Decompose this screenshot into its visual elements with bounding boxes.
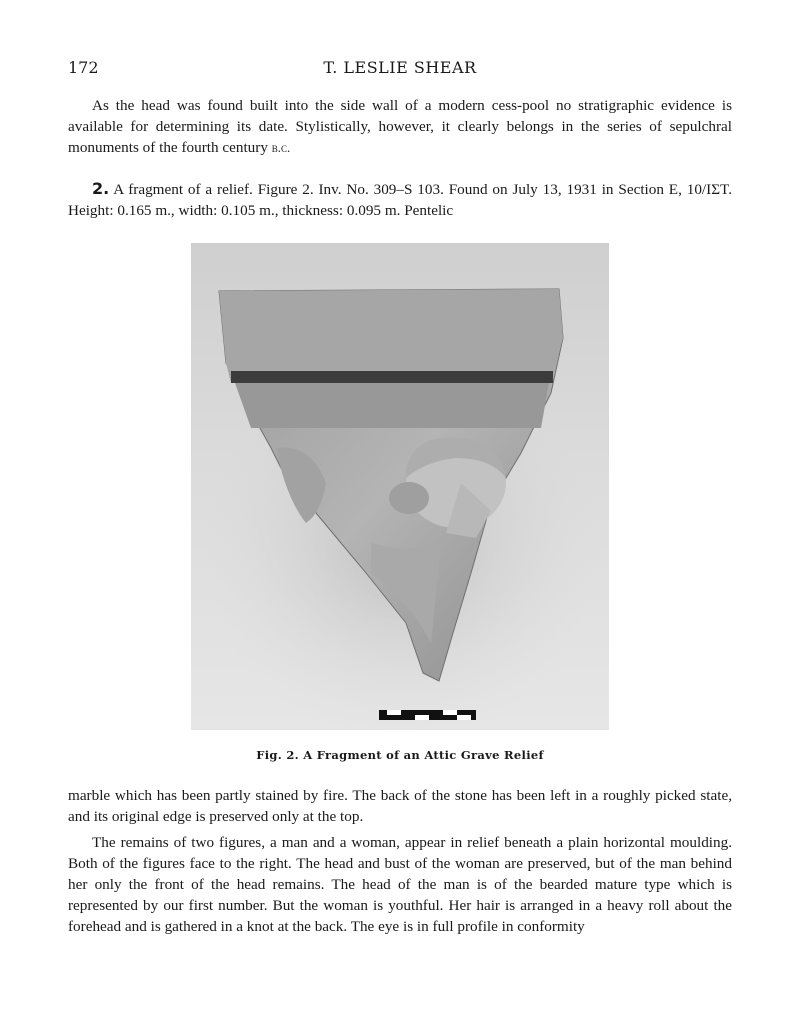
page-header [68, 58, 732, 80]
paragraph-1-text: As the head was found built into the side wall of a modern cess-pool no stratigraphic evidence is available for determining its date. Stylistically, however, it clearly belongs in the series of sepulchral monuments of the fourth century [68, 97, 732, 156]
paragraph-2 [68, 178, 732, 221]
running-title: T. LESLIE SHEAR [323, 58, 477, 77]
era-abbreviation: b.c. [271, 140, 291, 155]
catalogue-number: 2. [92, 179, 110, 198]
figure-photograph [191, 243, 609, 730]
paragraph-4: The remains of two figures, a man and a woman, appear in relief beneath a plain horizontal moulding. Both of the figures face to the right. The head and bust of the woman are preserved, but of the man behind her only the front of the head remains. The head of the man is of the bearded mature type which is represented by our first number. But the woman is youthful. Her hair is arranged in a heavy roll about the forehead and is gathered in a knot at the back. The eye is in full profile in conformity [68, 834, 732, 935]
figure-caption: Fig. 2. A Fragment of an Attic Grave Relief [256, 748, 544, 762]
paragraph-2-text: A fragment of a relief. Figure 2. Inv. No. 309–S 103. Found on July 13, 1931 in Section E, 10/ΙΣΤ. Height: 0.165 m., width: 0.105 m., thickness: 0.095 m. Pentelic [68, 181, 732, 219]
paragraph-3: marble which has been partly stained by fire. The back of the stone has been left in a roughly picked state, and its original edge is preserved only at the top. [68, 787, 732, 825]
relief-fragment-image [191, 243, 609, 730]
paragraph-1 [68, 95, 732, 158]
page-number: 172 [68, 58, 99, 77]
